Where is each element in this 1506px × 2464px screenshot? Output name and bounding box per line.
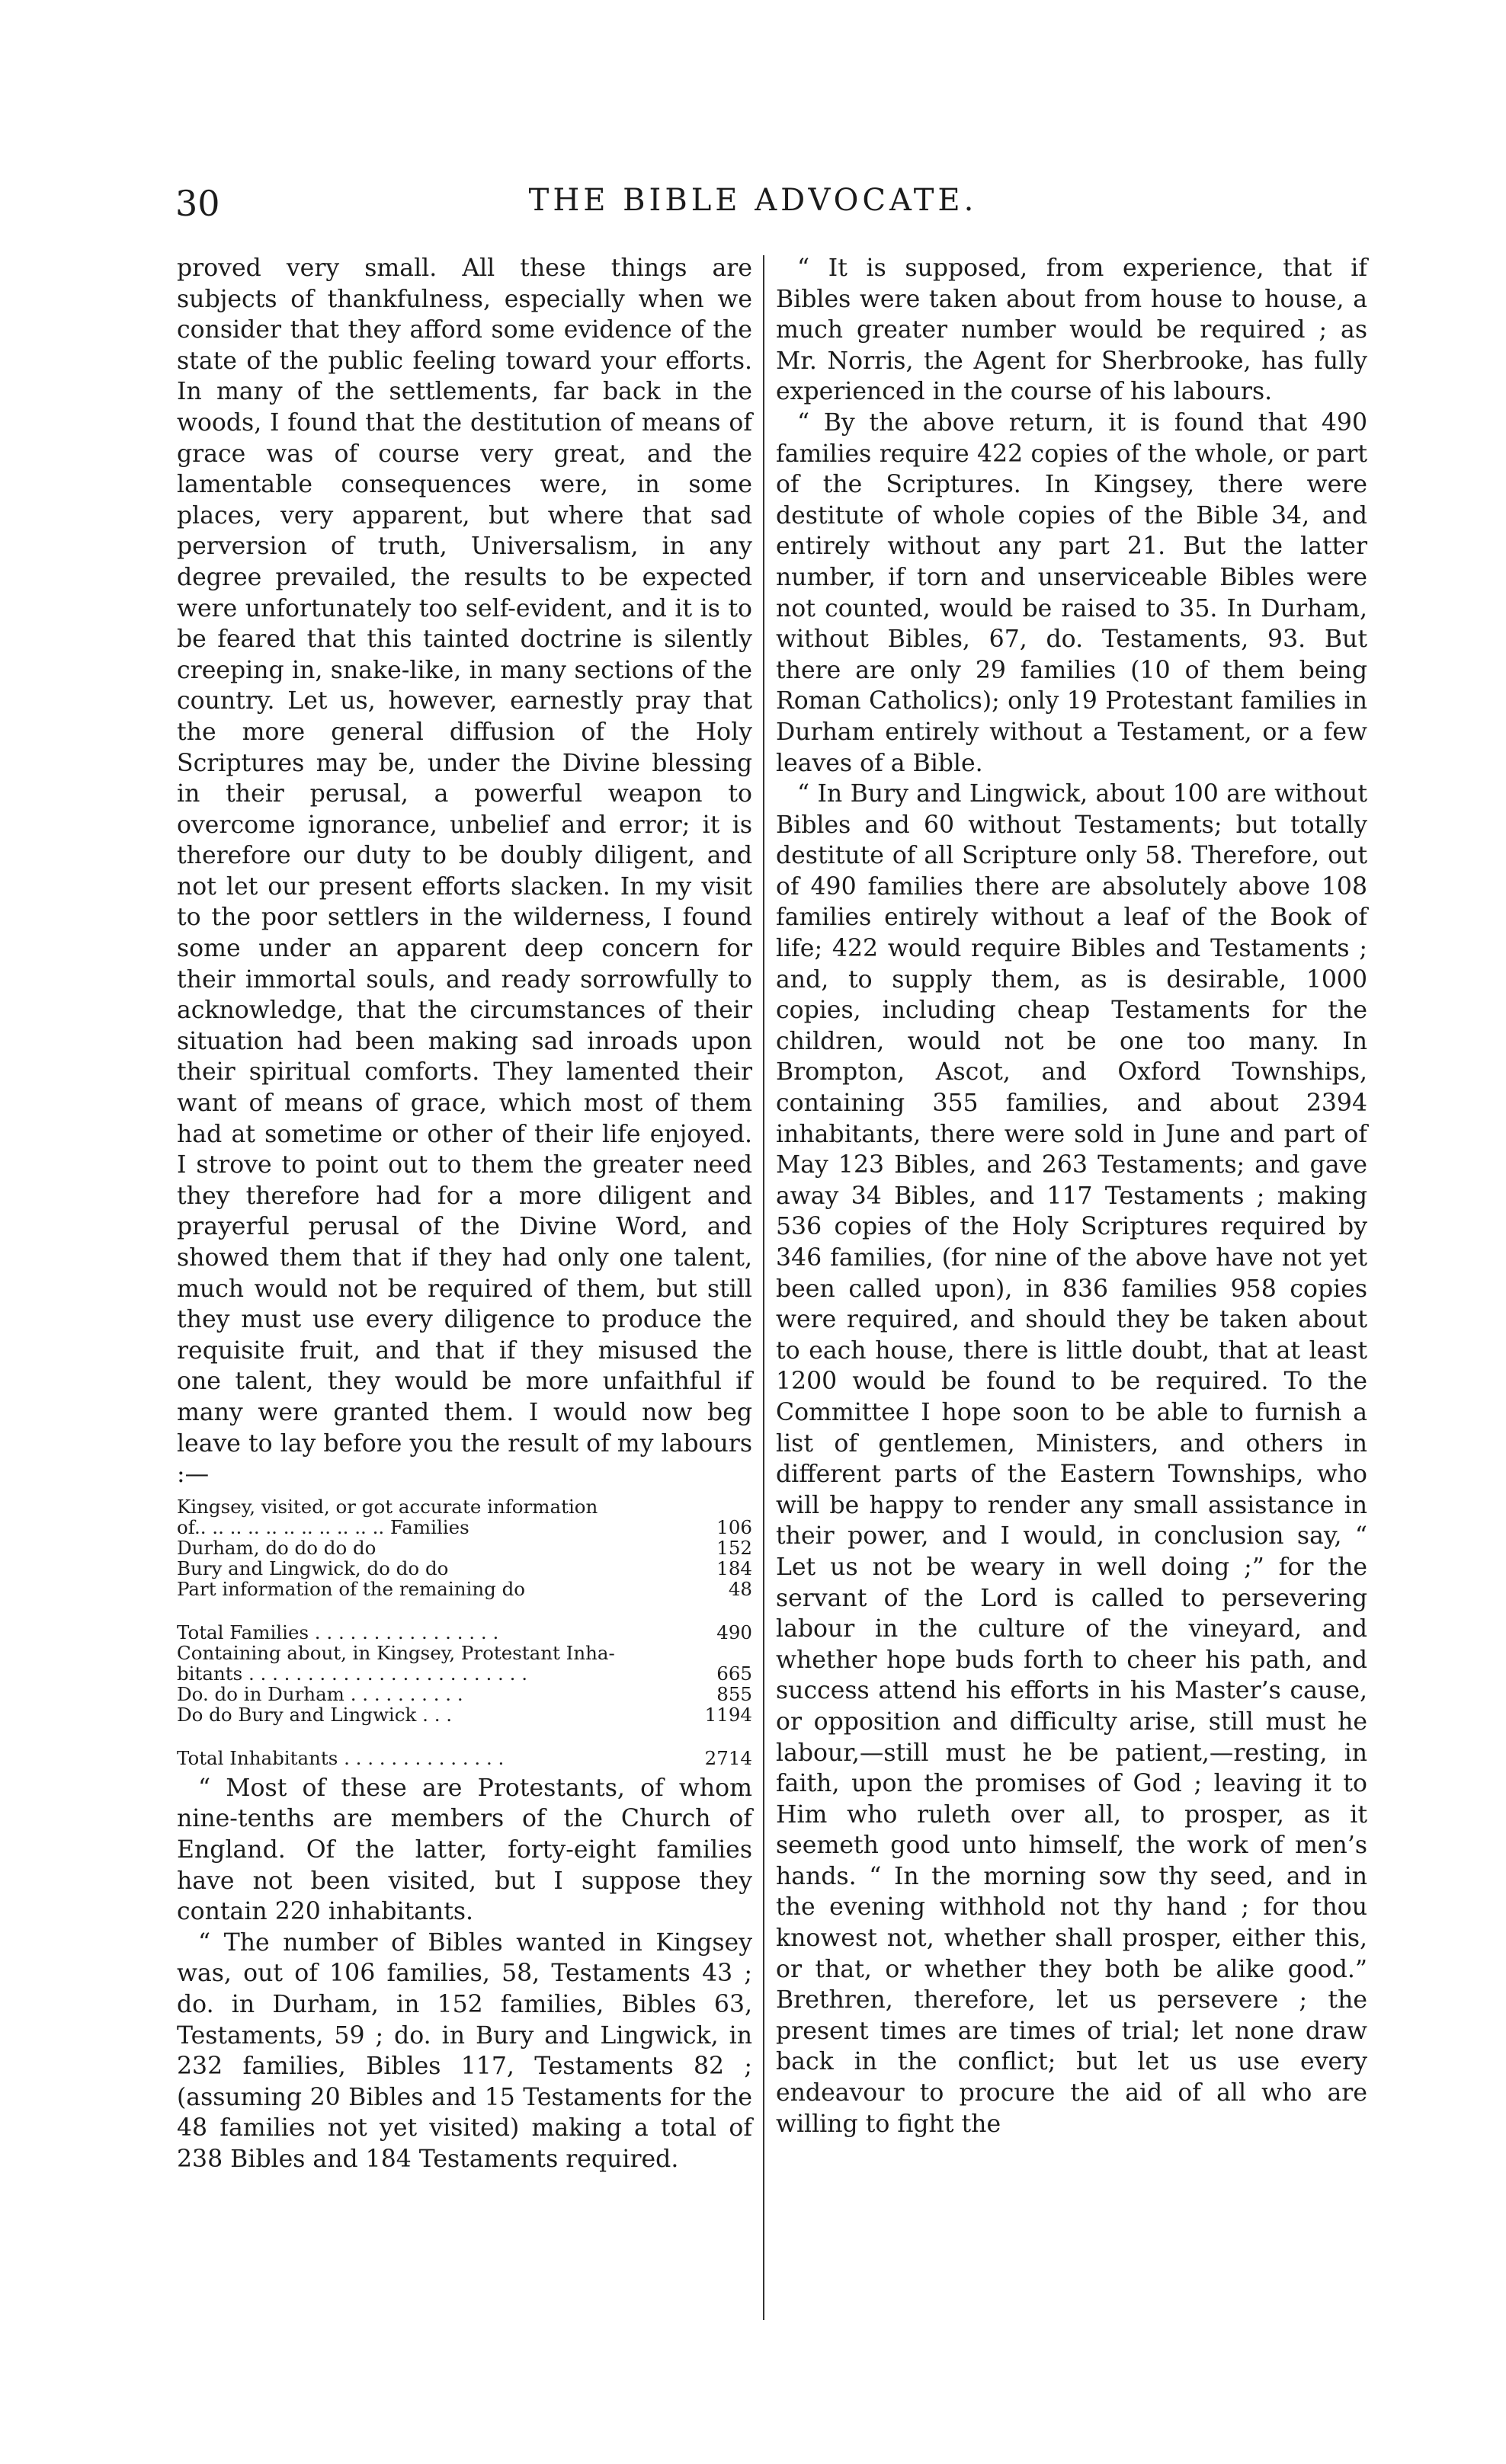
left-paragraph-2: “ Most of these are Protestants, of whom nine-tenths are members of the Church of England. Of the latter, forty-eight families have not been visited, but I suppose they contain 220 inhabitants. [177, 1774, 752, 1926]
total-inhabitants-row: Total Inhabitants . . . . . . . . . . . . . . 2714 [177, 1746, 752, 1769]
running-title: THE BIBLE ADVOCATE. [528, 183, 978, 218]
left-paragraph-1: proved very small. All these things are subjects of thankfulness, especially when we consider that they afford some evidence of the state of the public feeling toward your efforts. In many of the settlements, far back in the woods, I found that the destitution of means of grace was of course very great, and the lamentable consequences were, in some places, very apparent, but where that sad perversion of truth, Universalism, in any degree prevailed, the results to be expected were unfortunately too self-evident, and it is to be feared that this tainted doctrine is silently creeping in, snake-like, in many sections of the country. Let us, however, earnestly pray that the more general diffusion of the Holy Scriptures may be, under the Divine blessing in their perusal, a powerful weapon to overcome ignorance, unbelief and error; it is therefore our duty to be doubly diligent, and not let our present efforts slacken. In my visit to the poor settlers in the wilderness, I found some under an apparent deep concern for their immortal souls, and ready sorrowfully to acknowledge, that the circumstances of their situation had been making sad inroads upon their spiritual comforts. They lamented their want of means of grace, which most of them had at sometime or other of their life enjoyed. I strove to point out to them the greater need they therefore had for a more diligent and prayerful perusal of the Divine Word, and showed them that if they had only one talent, much would not be required of them, but still they must use every diligence to produce the requisite fruit, and that if they misused the one talent, they would be more unfaithful if many were granted them. I would now beg leave to lay before you the result of my labours :— [177, 254, 752, 1489]
table-row: Containing about, in Kingsey, Protestant Inha- [177, 1641, 615, 1664]
total-families-row: Total Families . . . . . . . . . . . . . . . . 490 [177, 1621, 752, 1643]
page-number: 30 [175, 183, 220, 224]
table-row: of.. .. .. .. .. .. .. .. .. .. .. Families 106 [177, 1515, 752, 1538]
right-column [776, 253, 1367, 2139]
column-divider [763, 255, 764, 2320]
table-row: Part information of the remaining do 48 [177, 1577, 752, 1600]
left-column [177, 253, 752, 2174]
page-header [0, 183, 1506, 229]
right-paragraph-2: “ By the above return, it is found that 490 families require 422 copies of the whole, or part of the Scriptures. In Kingsey, there were destitute of whole copies of the Bible 34, and entirely without any part 21. But the latter number, if torn and unserviceable Bibles were not counted, would be raised to 35. In Durham, without Bibles, 67, do. Testaments, 93. But there are only 29 families (10 of them being Roman Catholics); only 19 Protestant families in Durham entirely without a Testament, or a few leaves of a Bible. [776, 408, 1367, 777]
table-row: bitants . . . . . . . . . . . . . . . . . . . . . . . . 665 [177, 1662, 752, 1685]
left-paragraph-3: “ The number of Bibles wanted in Kingsey was, out of 106 families, 58, Testaments 43 ; do. in Durham, in 152 families, Bibles 63, Testaments, 59 ; do. in Bury and Lingwick, in 232 families, Bibles 117, Testaments 82 ; (assuming 20 Bibles and 15 Testaments for the 48 families not yet visited) making a total of 238 Bibles and 184 Testaments required. [177, 1928, 752, 2173]
table-row: Durham, do do do do 152 [177, 1536, 752, 1559]
table-row: Bury and Lingwick, do do do 184 [177, 1557, 752, 1579]
table-row: Kingsey, visited, or got accurate information [177, 1495, 598, 1518]
right-paragraph-3: “ In Bury and Lingwick, about 100 are without Bibles and 60 without Testaments; but totally destitute of all Scripture only 58. Therefore, out of 490 families there are absolutely above 108 families entirely without a leaf of the Book of life; 422 would require Bibles and Testaments ; and, to supply them, as is desirable, 1000 copies, including cheap Testaments for the children, would not be one too many. In Brompton, Ascot, and Oxford Townships, containing 355 families, and about 2394 inhabitants, there were sold in June and part of May 123 Bibles, and 263 Testaments; and gave away 34 Bibles, and 117 Testaments ; making 536 copies of the Holy Scriptures required by 346 families, (for nine of the above have not yet been called upon), in 836 families 958 copies were required, and should they be taken about to each house, there is little doubt, that at least 1200 would be found to be required. To the Committee I hope soon to be able to furnish a list of gentlemen, Ministers, and others in different parts of the Eastern Townships, who will be happy to render any small assistance in their power, and I would, in conclusion say, “ Let us not be weary in well doing ;” for the servant of the Lord is called to persevering labour in the culture of the vineyard, and whether hope buds forth to cheer his path, and success attend his efforts in his Master’s cause, or opposition and difficulty arise, still must he labour,—still must he be patient,—resting, in faith, upon the promises of God ; leaving it to Him who ruleth over all, to prosper, as it seemeth good unto himself, the work of men’s hands. “ In the morning sow thy seed, and in the evening withhold not thy hand ; for thou knowest not, whether shall prosper, either this, or that, or whether they both be alike good.” Brethren, therefore, let us persevere ; the present times are times of trial; let none draw back in the conflict; but let us use every endeavour to procure the aid of all who are willing to fight the [776, 780, 1367, 2138]
statistics-table [177, 1496, 752, 1768]
table-row: Do. do in Durham . . . . . . . . . . 855 [177, 1682, 752, 1705]
table-row: Do do Bury and Lingwick . . . 1194 [177, 1703, 752, 1726]
right-paragraph-1: “ It is supposed, from experience, that if Bibles were taken about from house to house, a much greater number would be required ; as Mr. Norris, the Agent for Sherbrooke, has fully experienced in the course of his labours. [776, 254, 1367, 406]
